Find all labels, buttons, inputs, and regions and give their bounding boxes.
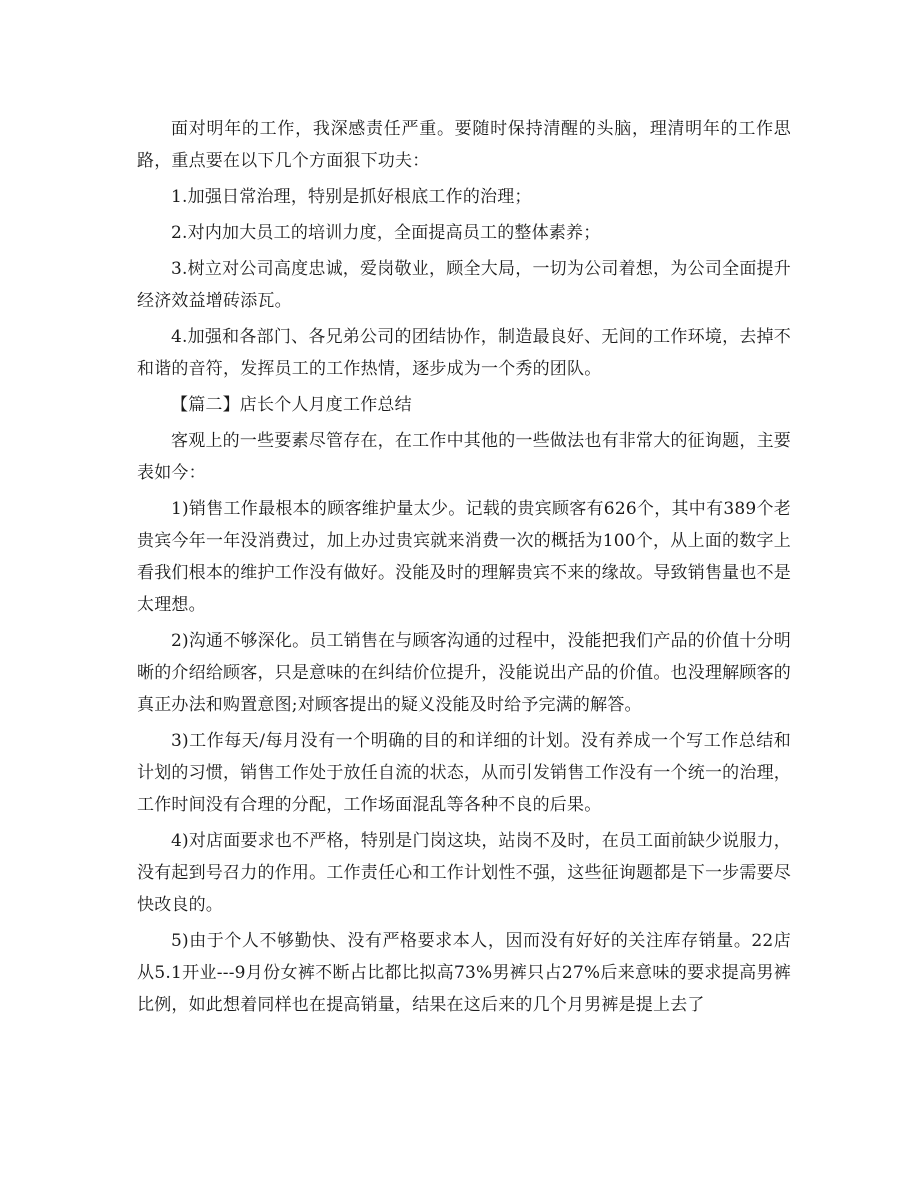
list-item: 2)沟通不够深化。员工销售在与顾客沟通的过程中，没能把我们产品的价值十分明晰的介绍给顾客，只是意味的在纠结价位提升，没能说出产品的价值。也没理解顾客的真正办法和购置意图;对顾客提出的疑义没能及时给予完满的解答。 bbox=[137, 631, 791, 715]
paragraph: 客观上的一些要素尽管存在，在工作中其他的一些做法也有非常大的征询题，主要表如今： bbox=[137, 431, 791, 483]
list-item: 4.加强和各部门、各兄弟公司的团结协作，制造最良好、无间的工作环境，去掉不和谐的音符，发挥员工的工作热情，逐步成为一个秀的团队。 bbox=[137, 327, 791, 379]
list-item: 4)对店面要求也不严格，特别是门岗这块，站岗不及时，在员工面前缺少说服力，没有起到号召力的作用。工作责任心和工作计划性不强，这些征询题都是下一步需要尽快改良的。 bbox=[137, 831, 791, 915]
list-item: 5)由于个人不够勤快、没有严格要求本人，因而没有好好的关注库存销量。22店从5.1开业---9月份女裤不断占比都比拟高73%男裤只占27%后来意味的要求提高男裤比例，如此想着同样也在提高销量，结果在这后来的几个月男裤是提上去了 bbox=[137, 931, 791, 1015]
list-item: 3.树立对公司高度忠诚，爱岗敬业，顾全大局，一切为公司着想，为公司全面提升经济效益增砖添瓦。 bbox=[137, 259, 791, 311]
list-item: 2.对内加大员工的培训力度，全面提高员工的整体素养； bbox=[171, 223, 601, 243]
list-item: 3)工作每天/每月没有一个明确的目的和详细的计划。没有养成一个写工作总结和计划的习惯，销售工作处于放任自流的状态，从而引发销售工作没有一个统一的治理，工作时间没有合理的分配，工作场面混乱等各种不良的后果。 bbox=[137, 731, 791, 815]
document-body bbox=[137, 113, 791, 1025]
list-item: 1.加强日常治理，特别是抓好根底工作的治理； bbox=[171, 187, 532, 207]
paragraph-intro: 面对明年的工作，我深感责任严重。要随时保持清醒的头脑，理清明年的工作思路，重点要在以下几个方面狠下功夫： bbox=[137, 119, 791, 171]
list-item: 1)销售工作最根本的顾客维护量太少。记载的贵宾顾客有626个，其中有389个老贵宾今年一年没消费过，加上办过贵宾就来消费一次的概括为100个，从上面的数字上看我们根本的维护工作没有做好。没能及时的理解贵宾不来的缘故。导致销售量也不是太理想。 bbox=[137, 499, 791, 615]
section-heading: 【篇二】店长个人月度工作总结 bbox=[171, 395, 412, 415]
